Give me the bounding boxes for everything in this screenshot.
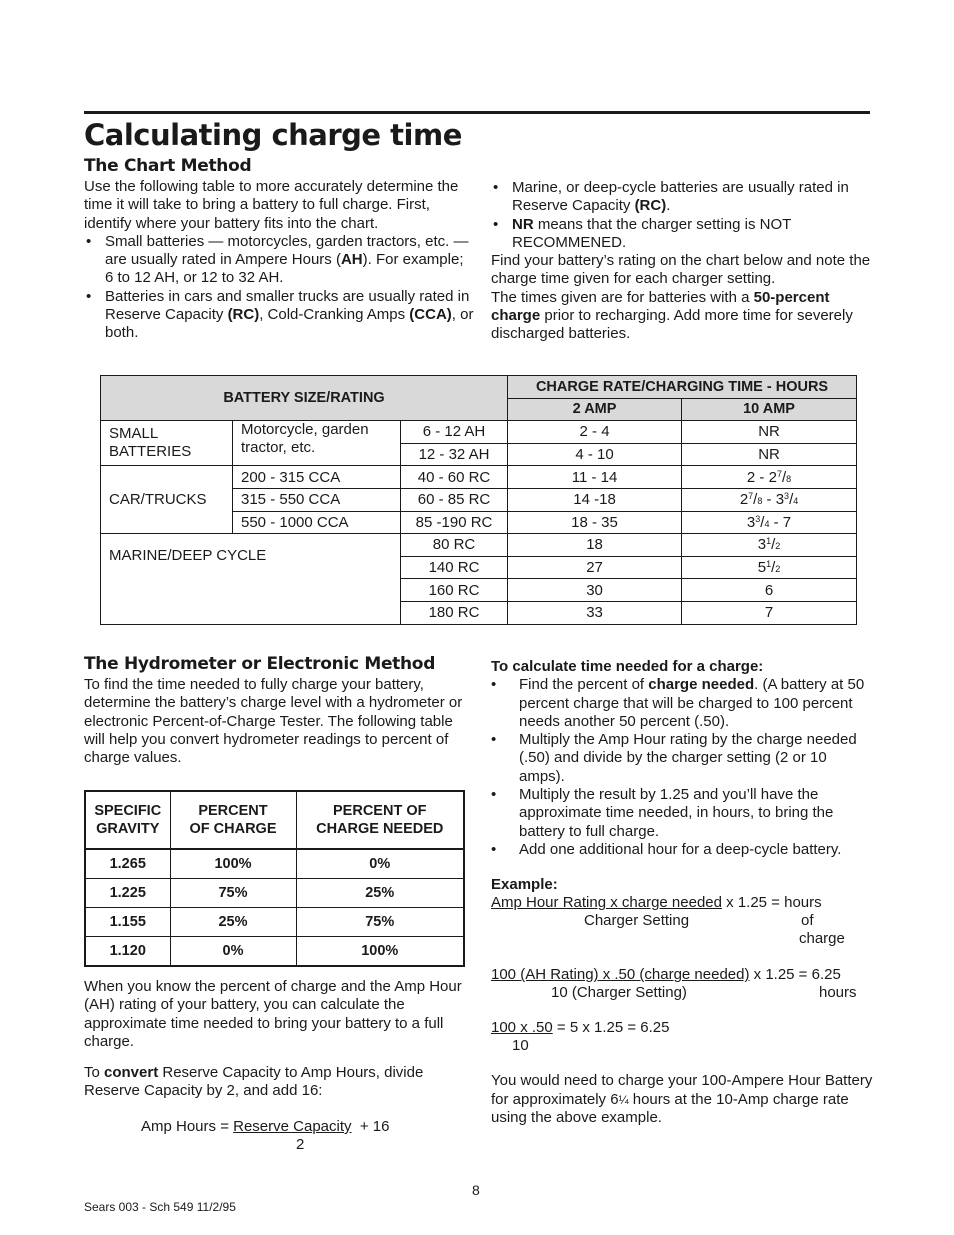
amp2-cell: 4 - 10: [508, 443, 682, 466]
example-label: Example:: [491, 876, 558, 893]
need-cell: 100%: [296, 937, 464, 967]
rating-cell: 40 - 60 RC: [401, 466, 508, 489]
table-row: [85, 908, 464, 937]
bullet-nr-meaning: • NR means that the charger setting is NOT RECOMMENED.: [491, 216, 873, 253]
hydrometer-intro: To find the time needed to fully charge your battery, determine the battery’s charge level with a hydrometer or electronic Percent-of-Charge Tester. The following table will help you convert hydrometer readings to percent of charge values.: [84, 676, 463, 767]
sg-cell: 1.155: [85, 908, 170, 937]
when-you-know-text: [84, 978, 466, 1101]
sg-cell: 1.225: [85, 879, 170, 908]
amp10-cell: $3^3/4 - 7$: [682, 511, 857, 534]
example-section: Example: Amp Hour Rating x charge needed x 1.25 = hours Charger Setting of charge 100 (AH Rating) x .50 (charge needed) x 1.25 = 6.25 10 (Charger Setting) hours 100 x .50 = 5 x 1.25 = 6.25 10 You would need to charge your 100-Ampere Hour Battery for approximately 6¼ hours at the 10-Amp charge rate using the above example.: [491, 876, 873, 1126]
hydrometer-header-row: [85, 791, 464, 849]
amp2-cell: 2 - 4: [508, 421, 682, 444]
amp2-cell: 30: [508, 579, 682, 602]
pct-cell: 0%: [170, 937, 296, 967]
amp2-cell: 18: [508, 534, 682, 557]
amp10-cell: 7: [682, 601, 857, 624]
amp2-cell: 11 - 14: [508, 466, 682, 489]
table-row: [101, 534, 857, 557]
sg-cell: 1.120: [85, 937, 170, 967]
rating-cell: 180 RC: [401, 601, 508, 624]
need-cell: 75%: [296, 908, 464, 937]
pct-cell: 25%: [170, 908, 296, 937]
chart-method-right: [491, 179, 873, 344]
ex3-denominator: 10: [512, 1037, 529, 1055]
calc-bullet-4: • Add one additional hour for a deep-cycle battery.: [491, 841, 873, 859]
amp10-cell: $2^7/8 - 3^3/4$: [682, 488, 857, 511]
formula-denominator: 2: [296, 1136, 305, 1154]
sg-cell: 1.265: [85, 849, 170, 879]
table-row: [85, 937, 464, 967]
header-2-amp: 2 AMP: [508, 398, 682, 421]
calc-bullet-3: • Multiply the result by 1.25 and you’ll have the approximate time needed, in hours, to bring the battery to full charge.: [491, 786, 873, 841]
bullet-marine-batteries: • Marine, or deep-cycle batteries are usually rated in Reserve Capacity (RC).: [491, 179, 873, 216]
page-title: Calculating charge time: [84, 118, 462, 152]
times-given-text: The times given are for batteries with a 50-percent charge prior to recharging. Add more time for severely discharged batteries.: [491, 288, 853, 343]
amp10-cell: $2 - 2^7/8$: [682, 466, 857, 489]
hydrometer-table: [84, 790, 465, 967]
group-car-trucks: CAR/TRUCKS: [101, 466, 233, 534]
final-paragraph: You would need to charge your 100-Ampere Hour Battery for approximately 6¼ hours at the 10-Amp charge rate using the above example.: [491, 1072, 873, 1126]
table-row: [85, 879, 464, 908]
table-row: [85, 849, 464, 879]
rating-cell: 6 - 12 AH: [401, 421, 508, 444]
table-row: [101, 466, 857, 489]
page-number: 8: [472, 1182, 480, 1198]
calc-heading: To calculate time needed for a charge:: [491, 658, 764, 675]
rating-cell: 140 RC: [401, 556, 508, 579]
chart-method-left: [84, 156, 474, 343]
ex1-of: of: [801, 912, 814, 930]
group-small-batteries: SMALL BATTERIES: [101, 421, 233, 466]
bullet-car-batteries: • Batteries in cars and smaller trucks are usually rated in Reserve Capacity (RC), Cold-Cranking Amps (CCA), or both.: [84, 288, 474, 343]
charge-time-table: [100, 375, 857, 625]
type-cell: 315 - 550 CCA: [233, 488, 401, 511]
amp2-cell: 18 - 35: [508, 511, 682, 534]
find-rating-text: Find your battery’s rating on the chart below and note the charge time given for each charger setting.: [491, 252, 871, 288]
type-motorcycle: Motorcycle, garden tractor, etc.: [233, 421, 401, 466]
rating-cell: 85 -190 RC: [401, 511, 508, 534]
rating-cell: 60 - 85 RC: [401, 488, 508, 511]
rating-cell: 80 RC: [401, 534, 508, 557]
convert-paragraph: To convert Reserve Capacity to Amp Hours, divide Reserve Capacity by 2, and add 16:: [84, 1064, 424, 1100]
pct-cell: 100%: [170, 849, 296, 879]
calc-bullet-1: • Find the percent of charge needed. (A battery at 50 percent charge that will be charged to 100 percent needs another 50 percent (.50).: [491, 676, 873, 731]
rating-cell: 160 RC: [401, 579, 508, 602]
pct-cell: 75%: [170, 879, 296, 908]
ex2-denominator: 10 (Charger Setting): [551, 984, 687, 1002]
chart-method-heading: The Chart Method: [84, 156, 252, 176]
hydrometer-section: [84, 654, 469, 767]
need-cell: 0%: [296, 849, 464, 879]
header-percent-of-charge: PERCENT OF CHARGE: [170, 791, 296, 849]
amp-hours-formula: Amp Hours = Reserve Capacity + 16 2: [141, 1118, 441, 1155]
type-cell: 200 - 315 CCA: [233, 466, 401, 489]
header-battery-size: BATTERY SIZE/RATING: [101, 376, 508, 421]
amp10-cell: $5^1/2$: [682, 556, 857, 579]
amp2-cell: 33: [508, 601, 682, 624]
header-10-amp: 10 AMP: [682, 398, 857, 421]
ex1-denominator: Charger Setting: [584, 912, 690, 930]
amp10-cell: NR: [682, 443, 857, 466]
ex1-charge: charge: [799, 930, 845, 948]
header-percent-needed: PERCENT OF CHARGE NEEDED: [296, 791, 464, 849]
footer-code: Sears 003 - Sch 549 11/2/95: [84, 1200, 236, 1214]
ex2-hours: hours: [819, 984, 857, 1002]
group-marine-deep-cycle: MARINE/DEEP CYCLE: [101, 534, 401, 624]
type-cell: 550 - 1000 CCA: [233, 511, 401, 534]
when-paragraph: When you know the percent of charge and the Amp Hour (AH) rating of your battery, you can calculate the approximate time needed to bring your battery to a full charge.: [84, 978, 462, 1050]
calc-section: [491, 658, 873, 859]
bullet-small-batteries: • Small batteries — motorcycles, garden tractors, etc. — are usually rated in Ampere Hours (AH). For example; 6 to 12 AH, or 12 to 32 AH.: [84, 233, 474, 288]
need-cell: 25%: [296, 879, 464, 908]
chart-method-intro: Use the following table to more accurately determine the time it will take to bring a battery to full charge. First, identify where your battery fits into the chart.: [84, 178, 459, 232]
header-specific-gravity: SPECIFIC GRAVITY: [85, 791, 170, 849]
top-rule: [84, 111, 870, 114]
calc-bullet-2: • Multiply the Amp Hour rating by the charge needed (.50) and divide by the charger setting (2 or 10 amps).: [491, 731, 873, 786]
header-charge-rate: CHARGE RATE/CHARGING TIME - HOURS: [508, 376, 857, 399]
table-header-row: [101, 376, 857, 399]
amp2-cell: 27: [508, 556, 682, 579]
hydrometer-heading: The Hydrometer or Electronic Method: [84, 654, 436, 674]
amp10-cell: $3^1/2$: [682, 534, 857, 557]
amp10-cell: NR: [682, 421, 857, 444]
amp2-cell: 14 -18: [508, 488, 682, 511]
table-row: [101, 421, 857, 444]
rating-cell: 12 - 32 AH: [401, 443, 508, 466]
amp10-cell: 6: [682, 579, 857, 602]
